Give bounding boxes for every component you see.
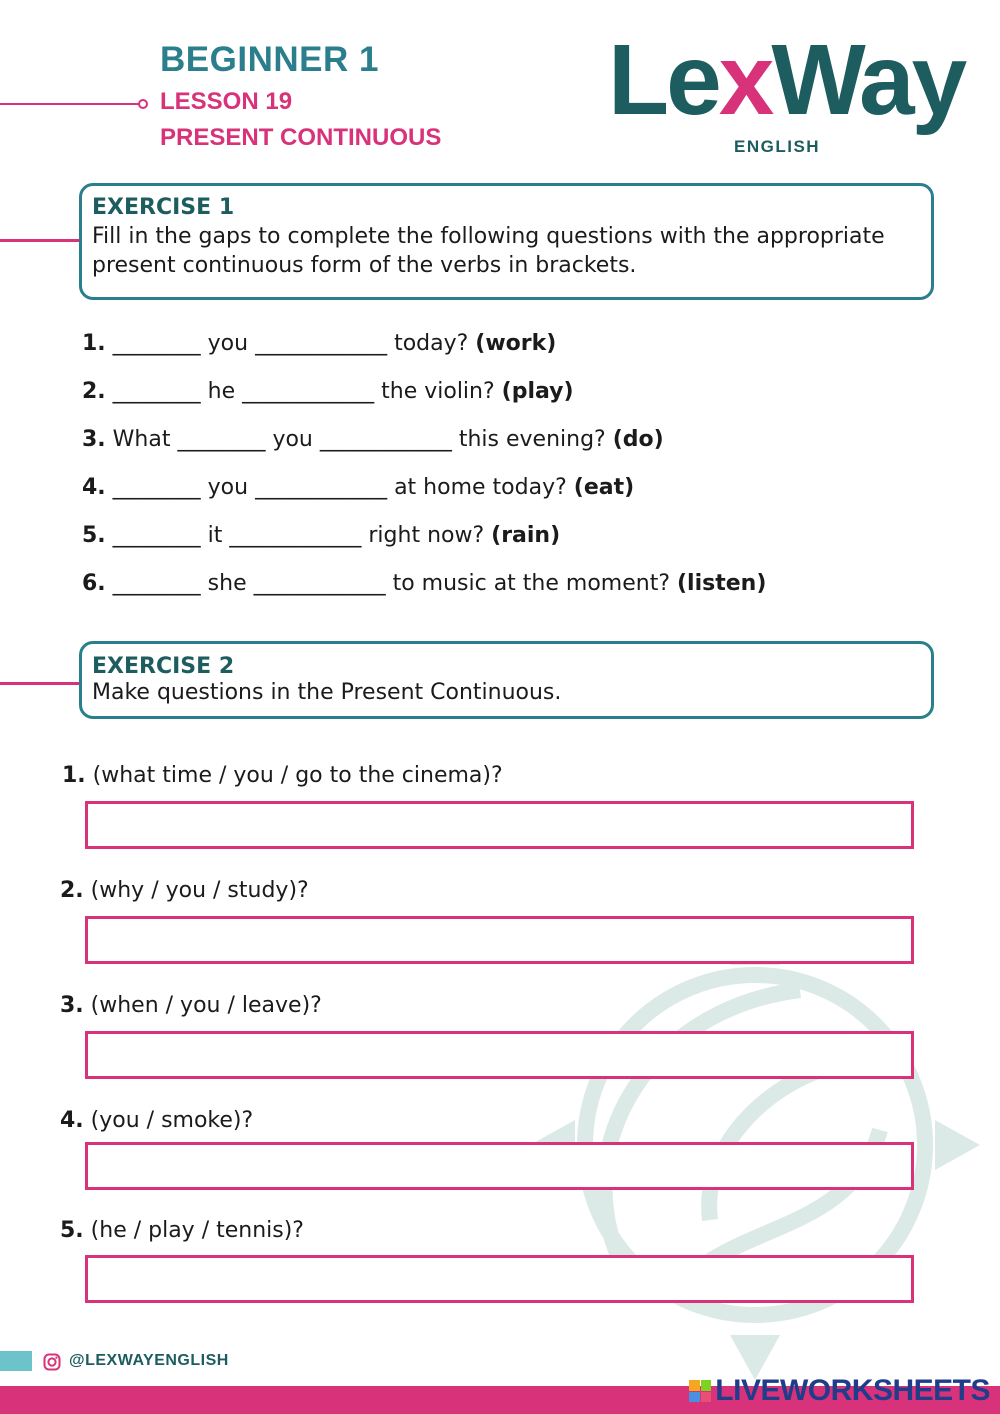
- level-title: BEGINNER 1: [160, 40, 379, 79]
- exercise2-answer-field[interactable]: [85, 1142, 914, 1190]
- exercise1-instruction: Fill in the gaps to complete the following questions with the appropriate present continuous form of the verbs in brackets.: [92, 224, 885, 278]
- exercise1-title: EXERCISE 1: [92, 195, 235, 220]
- logo-subtitle: ENGLISH: [734, 137, 821, 156]
- exercise2-title: EXERCISE 2: [92, 654, 235, 679]
- footer-accent-block: [0, 1351, 32, 1371]
- social-handle[interactable]: @LEXWAYENGLISH: [69, 1352, 229, 1369]
- exercise1-question[interactable]: 2. ________ he ____________ the violin? (play): [82, 379, 574, 404]
- header-divider-line: [0, 103, 140, 105]
- exercise1-question[interactable]: 1. ________ you ____________ today? (work): [82, 331, 557, 356]
- lesson-topic: PRESENT CONTINUOUS: [160, 124, 442, 151]
- exercise2-prompt: 5. (he / play / tennis)?: [60, 1218, 304, 1243]
- liveworksheets-brand[interactable]: [689, 1372, 990, 1410]
- exercise2-prompt: 1. (what time / you / go to the cinema)?: [62, 763, 503, 788]
- exercise1-header-box: [79, 183, 934, 300]
- exercise2-answer-field[interactable]: [85, 801, 914, 849]
- exercise1-question[interactable]: 6. ________ she ____________ to music at the moment? (listen): [82, 571, 767, 596]
- exercise2-header-box: [79, 641, 934, 719]
- lexway-logo: [608, 24, 965, 160]
- liveworksheets-icon: [689, 1380, 711, 1402]
- lesson-number: LESSON 19: [160, 88, 293, 115]
- exercise2-prompt: 3. (when / you / leave)?: [60, 993, 322, 1018]
- exercise2-prompt: 2. (why / you / study)?: [60, 878, 309, 903]
- exercise2-answer-field[interactable]: [85, 1031, 914, 1079]
- exercise2-instruction: Make questions in the Present Continuous.: [92, 680, 562, 705]
- exercise1-question-list: [82, 326, 766, 614]
- exercise1-accent-line: [0, 239, 80, 242]
- liveworksheets-text: LIVEWORKSHEETS: [715, 1374, 990, 1407]
- exercise1-question[interactable]: 3. What ________ you ____________ this evening? (do): [82, 427, 664, 452]
- exercise1-question[interactable]: 5. ________ it ____________ right now? (rain): [82, 523, 561, 548]
- exercise2-answer-field[interactable]: [85, 1255, 914, 1303]
- exercise2-answer-field[interactable]: [85, 916, 914, 964]
- exercise1-question[interactable]: 4. ________ you ____________ at home today? (eat): [82, 475, 635, 500]
- logo-wordmark: LexWay: [608, 24, 965, 136]
- header-divider-dot: [138, 99, 148, 109]
- exercise2-prompt: 4. (you / smoke)?: [60, 1108, 254, 1133]
- instagram-icon[interactable]: [43, 1353, 61, 1371]
- exercise2-accent-line: [0, 682, 80, 685]
